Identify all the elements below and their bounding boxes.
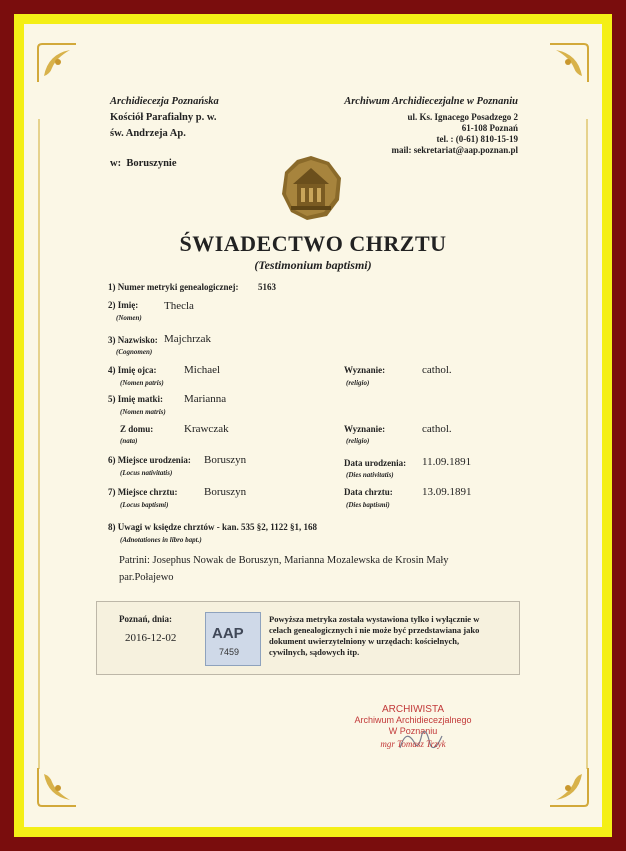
certificate-title: ŚWIADECTWO CHRZTU	[179, 231, 447, 256]
corner-ornament-top-left-icon	[34, 40, 80, 86]
archive-city: 61-108 Poznań	[461, 123, 518, 133]
archivist-institution: Archiwum Archidiecezjalnego	[354, 715, 472, 725]
archivist-title: ARCHIWISTA	[381, 704, 445, 715]
archive-phone: tel. : (0-61) 810-15-19	[436, 134, 518, 144]
baptism-place-label: 7) Miejsce chrztu:	[108, 487, 178, 497]
stamp-text: AAP	[212, 625, 244, 642]
surname-value: Majchrzak	[164, 333, 212, 345]
archive-street: ul. Ks. Ignacego Posadzego 2	[407, 112, 518, 122]
record-number-label: 1) Numer metryki genealogicznej:	[108, 282, 239, 292]
stamp-number: 7459	[219, 647, 240, 657]
corner-ornament-bottom-left-icon	[34, 764, 80, 810]
place-value: Boruszynie	[126, 158, 177, 169]
remarks-label: 8) Uwagi w księdze chrztów - kan. 535 §2, 1122 §1, 168	[108, 522, 317, 532]
father-religion-label: Wyznanie:	[344, 365, 386, 375]
father-religion-value: cathol.	[422, 364, 452, 376]
note-line2: celach genealogicznych i nie może być przedstawiana jako	[269, 625, 480, 635]
maiden-name-label: Z domu:	[120, 424, 154, 434]
first-name-label: 2) Imię:	[108, 300, 139, 310]
remarks-text-line2: par.Połajewo	[119, 572, 174, 583]
father-name-label: 4) Imię ojca:	[108, 365, 157, 375]
father-name-value: Michael	[184, 364, 221, 376]
corner-ornament-bottom-right-icon	[546, 764, 592, 810]
baptism-place-sublabel: (Locus baptismi)	[120, 501, 169, 509]
record-number-value: 5163	[258, 282, 276, 292]
maiden-name-sublabel: (nata)	[120, 437, 138, 445]
parish-patron: św. Andrzeja Ap.	[110, 128, 186, 139]
certificate-page	[24, 24, 602, 827]
birth-date-label: Data urodzenia:	[344, 458, 407, 468]
place-label: w:	[110, 158, 122, 169]
corner-ornament-top-right-icon	[546, 40, 592, 86]
issue-date-value: 2016-12-02	[125, 632, 177, 644]
birth-place-sublabel: (Locus nativitatis)	[120, 469, 173, 477]
mother-name-value: Marianna	[184, 393, 227, 405]
note-line3: dokument uwierzytelniony w urzędach: kościelnych,	[269, 636, 460, 646]
father-name-sublabel: (Nomen patris)	[120, 379, 164, 387]
issue-date-label: Poznań, dnia:	[119, 614, 173, 624]
surname-label: 3) Nazwisko:	[108, 335, 158, 345]
birth-date-value: 11.09.1891	[422, 456, 472, 468]
birth-place-value: Boruszyn	[204, 454, 247, 466]
archive-email: mail: sekretariat@aap.poznan.pl	[391, 145, 518, 155]
father-religion-sublabel: (religio)	[346, 379, 370, 387]
baptism-date-label: Data chrztu:	[344, 487, 393, 497]
issuance-box	[96, 601, 520, 675]
archive-name: Archiwum Archidiecezjalne w Poznaniu	[344, 96, 518, 107]
archivist-city: W Poznaniu	[388, 726, 438, 736]
archdiocese-seal-icon	[279, 154, 343, 222]
note-line1: Powyższa metryka została wystawiona tylko i wyłącznie w	[269, 614, 480, 624]
mother-religion-sublabel: (religio)	[346, 437, 370, 445]
baptism-date-sublabel: (Dies baptismi)	[346, 501, 390, 509]
right-border-line	[586, 119, 588, 769]
remarks-text-line1: Patrini: Josephus Nowak de Boruszyn, Marianna Mozalewska de Krosin Mały	[119, 555, 449, 566]
mother-religion-label: Wyznanie:	[344, 424, 386, 434]
aap-hologram-stamp	[205, 612, 261, 666]
certificate-subtitle: (Testimonium baptismi)	[254, 258, 372, 272]
parish-place	[110, 158, 177, 169]
baptism-place-value: Boruszyn	[204, 486, 247, 498]
maiden-name-value: Krawczak	[184, 423, 229, 435]
first-name-value: Thecla	[164, 300, 194, 312]
archivist-name: mgr Tomasz Trzyk	[380, 739, 446, 749]
first-name-sublabel: (Nomen)	[116, 314, 142, 322]
remarks-sublabel: (Adnotationes in libro bapt.)	[120, 536, 202, 544]
note-line4: cywilnych, sądowych itp.	[269, 647, 360, 657]
baptism-date-value: 13.09.1891	[422, 486, 472, 498]
mother-religion-value: cathol.	[422, 423, 452, 435]
mother-name-sublabel: (Nomen matris)	[120, 408, 166, 416]
parish-name: Kościół Parafialny p. w.	[110, 112, 217, 123]
mother-name-label: 5) Imię matki:	[108, 394, 163, 404]
birth-date-sublabel: (Dies nativitatis)	[346, 471, 394, 479]
birth-place-label: 6) Miejsce urodzenia:	[108, 455, 191, 465]
surname-sublabel: (Cognomen)	[116, 348, 153, 356]
left-border-line	[38, 119, 40, 769]
archdiocese-name: Archidiecezja Poznańska	[110, 96, 219, 107]
